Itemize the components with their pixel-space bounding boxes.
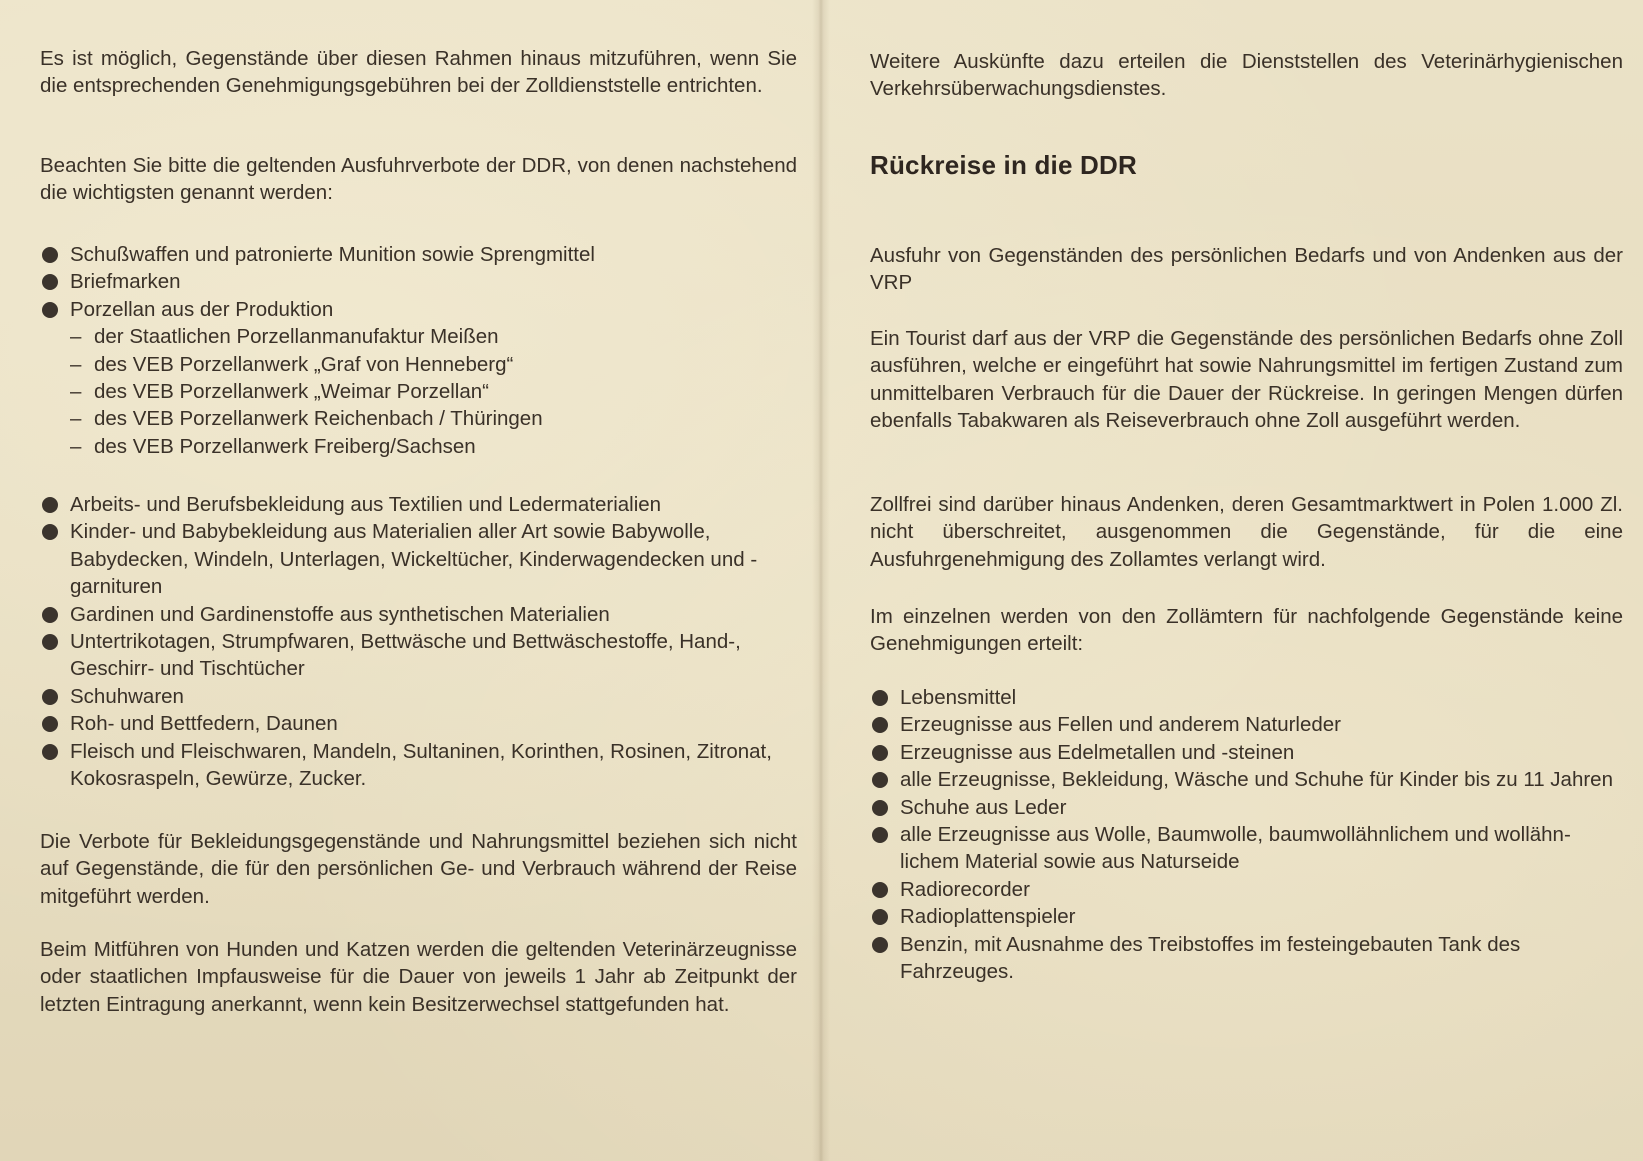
list-item: Erzeugnisse aus Edelmetallen und -steinen (870, 739, 1623, 766)
dash-icon: – (70, 434, 82, 458)
dash-icon: – (70, 352, 82, 376)
bullet-icon (872, 909, 888, 925)
sub-list-item: – des VEB Porzellanwerk „Weimar Porzellan“ (70, 378, 797, 405)
personal-use-note: Die Verbote für Bekleidungsgegenstände und Nahrungsmittel beziehen sich nicht auf Gegenstände, die für den persönlichen Ge- und Verbrauch während der Reise mitgeführt werden. (40, 830, 797, 908)
no-permit-list (870, 684, 1623, 985)
list-item: Lebensmittel (870, 684, 1623, 711)
list-item: Schuhe aus Leder (870, 794, 1623, 821)
vet-info: Weitere Auskünfte dazu erteilen die Dienststellen des Veterinärhygienischen Verkehrsüberwachungsdienstes. (870, 50, 1623, 101)
list-item: Schußwaffen und patronierte Munition sowie Sprengmittel (40, 241, 797, 268)
bullet-icon (872, 690, 888, 706)
bullet-icon (872, 937, 888, 953)
bullet-icon (42, 247, 58, 263)
bullet-icon (872, 800, 888, 816)
sub-list-item: – des VEB Porzellanwerk Freiberg/Sachsen (70, 433, 797, 460)
sub-list-item: – der Staatlichen Porzellanmanufaktur Meißen (70, 323, 797, 350)
bullet-icon (42, 716, 58, 732)
intro-paragraph: Es ist möglich, Gegenstände über diesen Rahmen hinaus mitzuführen, wenn Sie die entsprechenden Genehmigungsgebühren bei der Zolldienststelle entrichten. (40, 47, 797, 98)
list-item: Briefmarken (40, 268, 797, 295)
dash-icon: – (70, 380, 82, 404)
bullet-icon (42, 607, 58, 623)
list-item: Gardinen und Gardinenstoffe aus synthetischen Materialien (40, 601, 797, 628)
list-item: Benzin, mit Ausnahme des Treibstoffes im festeingebauten Tank des Fahrzeuges. (870, 931, 1623, 986)
list-item: Schuhwaren (40, 683, 797, 710)
bullet-icon (42, 524, 58, 540)
list-item: Radiorecorder (870, 876, 1623, 903)
export-ban-list-1 (40, 241, 797, 460)
tourist-rules: Ein Tourist darf aus der VRP die Gegenstände des persönlichen Bedarfs ohne Zoll ausführen, welche er eingeführt hat sowie Nahrungsmittel im fertigen Zustand zum unmittelbaren Verbrauch für die Dauer der Rückreise. In geringen Mengen dürfen ebenfalls Tabakwaren als Reiseverbrauch ohne Zoll ausgeführt werden. (870, 327, 1623, 433)
list-item: Porzellan aus der Produktion – der Staatlichen Porzellanmanufaktur Meißen – des VEB Porzellanwerk „Graf von Henneberg“ – des VEB Porzellanwerk „Weimar Porzellan“ – des VEB Porzellanwerk Reichenbach / Thüringen – des VEB Porzellanwerk Freiberg/Sachsen (40, 296, 797, 460)
list-item: Erzeugnisse aus Fellen und anderem Naturleder (870, 711, 1623, 738)
bullet-icon (42, 302, 58, 318)
bullet-icon (872, 745, 888, 761)
sub-list-item: – des VEB Porzellanwerk Reichenbach / Thüringen (70, 405, 797, 432)
bullet-icon (42, 497, 58, 513)
sub-list-item: – des VEB Porzellanwerk „Graf von Henneberg“ (70, 351, 797, 378)
export-subtitle: Ausfuhr von Gegenständen des persönlichen Bedarfs und von Andenken aus der VRP (870, 244, 1623, 295)
export-ban-intro: Beachten Sie bitte die geltenden Ausfuhrverbote der DDR, von denen nachstehend die wichtigsten genannt werden: (40, 154, 797, 205)
dash-icon: – (70, 407, 82, 431)
list-item: Radioplattenspieler (870, 903, 1623, 930)
pets-note: Beim Mitführen von Hunden und Katzen werden die geltenden Veterinärzeugnisse oder staatlichen Impfausweise für die Dauer von jeweils 1 Jahr ab Zeitpunkt der letzten Eintragung anerkannt, wenn kein Besitzerwechsel stattgefunden hat. (40, 938, 797, 1016)
bullet-icon (42, 634, 58, 650)
list-item: Arbeits- und Berufsbekleidung aus Textilien und Ledermaterialien (40, 491, 797, 518)
list-item: alle Erzeugnisse, Bekleidung, Wäsche und Schuhe für Kinder bis zu 11 Jahren (870, 766, 1623, 793)
list-item: Untertrikotagen, Strumpfwaren, Bettwäsche und Bettwäschestoffe, Hand-, Geschirr- und Tischtücher (40, 628, 797, 683)
dash-icon: – (70, 325, 82, 349)
list-item: alle Erzeugnisse aus Wolle, Baumwolle, baumwollähnlichem und wollähnlichem Material sowie aus Naturseide (870, 821, 1623, 876)
bullet-icon (872, 827, 888, 843)
list-item: Kinder- und Babybekleidung aus Materialien aller Art sowie Babywolle, Babydecken, Windeln, Unterlagen, Wickeltücher, Kinderwagendecken und - garnituren (40, 518, 797, 600)
list-item: Fleisch und Fleischwaren, Mandeln, Sultaninen, Korinthen, Rosinen, Zitronat, Kokosraspeln, Gewürze, Zucker. (40, 738, 797, 793)
bullet-icon (872, 882, 888, 898)
souvenir-rules: Zollfrei sind darüber hinaus Andenken, deren Gesamtmarktwert in Polen 1.000 Zl. nicht überschreitet, ausgenommen die Gegenstände, für die eine Ausfuhrgenehmigung des Zollamtes verlangt wird. (870, 493, 1623, 571)
list-item: Roh- und Bettfedern, Daunen (40, 710, 797, 737)
no-permit-intro: Im einzelnen werden von den Zollämtern für nachfolgende Gegenstände keine Genehmigungen erteilt: (870, 605, 1623, 656)
porcelain-producer-list (70, 323, 797, 460)
bullet-icon (42, 689, 58, 705)
page-fold (812, 0, 830, 1161)
section-heading: Rückreise in die DDR (870, 150, 1137, 180)
bullet-icon (42, 274, 58, 290)
bullet-icon (42, 744, 58, 760)
export-ban-list-2 (40, 491, 797, 792)
bullet-icon (872, 772, 888, 788)
bullet-icon (872, 717, 888, 733)
